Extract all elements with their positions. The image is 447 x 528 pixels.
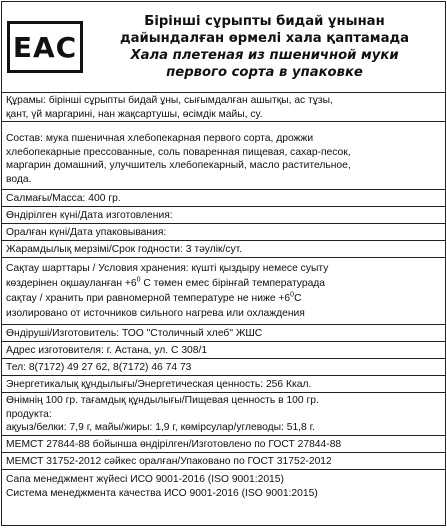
- nutrition-line-1: Өнімнің 100 гр. тағамдық құндылығы/Пищевая ценность в 100 гр.: [6, 395, 319, 406]
- degree-sup-1: 0: [136, 276, 141, 284]
- energy-row: [2, 376, 445, 393]
- storage-line-3-text-b: С: [294, 293, 302, 304]
- product-label: [1, 1, 446, 526]
- mass-text: Салмағы/Масса: 400 гр.: [6, 193, 121, 204]
- storage-line-2-text-a: көздерінен оқшауланған +6: [6, 278, 137, 289]
- title-kz-line-2: дайындалған өрмелі хала қаптамада: [119, 31, 410, 46]
- composition-kz-line-1: Құрамы: бірінші сұрыпты бидай ұны, сығымдалған ашытқы, ас тұзы,: [6, 95, 333, 106]
- composition-ru-row: [2, 122, 445, 190]
- packing-date-row: [2, 224, 445, 241]
- product-title: [88, 2, 445, 92]
- composition-kz-line-2: қант, үй маргарині, нан жақсартушы, өсімдік майы, су.: [6, 108, 263, 120]
- eac-certification-logo: EAC: [7, 21, 83, 73]
- nutrition-line-3: ақуыз/белки: 7,9 г, майы/жиры: 1,9 г, көмірсулар/углеводы: 51,8 г.: [6, 422, 315, 433]
- mass-row: [2, 190, 445, 207]
- phone-text: Тел: 8(7172) 49 27 62, 8(7172) 46 74 73: [6, 362, 192, 373]
- manufacture-date-row: [2, 207, 445, 224]
- eac-mark-area: [2, 2, 88, 92]
- title-ru-line-2: первого сорта в упаковке: [166, 65, 363, 80]
- quality-line-1: Сапа менеджмент жүйесі ИСО 9001-2016 (ISO 9001:2015): [6, 474, 284, 485]
- packing-date-text: Оралған күні/Дата упаковывания:: [6, 227, 167, 238]
- nutrition-line-2: продукта:: [6, 408, 52, 420]
- label-header: [2, 2, 445, 93]
- shelf-life-row: [2, 241, 445, 258]
- storage-line-2: [6, 276, 441, 291]
- manufacture-date-text: Өндірілген күні/Дата изготовления:: [6, 210, 173, 221]
- manufacturer-row: [2, 325, 445, 342]
- gost-production-text: МЕМСТ 27844-88 бойынша өндірілген/Изготовлено по ГОСТ 27844-88: [6, 439, 342, 450]
- storage-line-3: [6, 291, 441, 306]
- shelf-life-text: Жарамдылық мерзімі/Срок годности: 3 тәулік/сут.: [6, 244, 243, 255]
- storage-line-4: изолировано от источников сильного нагрева или охлаждения: [6, 308, 305, 319]
- degree-sup-2: 0: [290, 291, 295, 299]
- title-ru-line-1: Хала плетеная из пшеничной муки: [130, 48, 399, 63]
- title-kz-line-1: Бірінші сұрыпты бидай ұнынан: [144, 14, 385, 29]
- gost-packing-row: [2, 453, 445, 470]
- nutrition-row: [2, 393, 445, 436]
- composition-ru-line-2: хлебопекарные прессованные, соль поваренная пищевая, сахар-песок,: [6, 146, 351, 158]
- gost-packing-text: МЕМСТ 31752-2012 сәйкес оралған/Упаковано по ГОСТ 31752-2012: [6, 456, 332, 467]
- energy-text: Энергетикалық құндылығы/Энергетическая ценность: 256 Ккал.: [6, 379, 312, 390]
- storage-line-2-text-b: С төмен емес бірінғай температурада: [140, 278, 326, 289]
- address-text: Адрес изготовителя: г. Астана, ул. С 308/1: [6, 345, 208, 356]
- storage-line-3-text-a: сақтау / хранить при равномерной температуре не ниже +6: [6, 293, 291, 304]
- composition-ru-line-4: вода.: [6, 173, 32, 185]
- storage-line-1: Сақтау шарттары / Условия хранения: күшті қыздыру немесе суыту: [6, 263, 329, 274]
- composition-ru-line-3: маргарин домашний, улучшитель хлебопекарный, масло растительное,: [6, 160, 351, 171]
- phone-row: [2, 359, 445, 376]
- address-row: [2, 342, 445, 359]
- composition-kz-row: [2, 93, 445, 122]
- storage-row: [2, 258, 445, 325]
- gost-production-row: [2, 436, 445, 453]
- composition-ru-line-1: Состав: мука пшеничная хлебопекарная первого сорта, дрожжи: [6, 133, 314, 144]
- quality-row: [2, 470, 445, 504]
- manufacturer-text: Өндіруші/Изготовитель: ТОО "Столичный хлеб" ЖШС: [6, 328, 263, 339]
- quality-line-2: Система менеджмента качества ИСО 9001-2016 (ISO 9001:2015): [6, 487, 318, 499]
